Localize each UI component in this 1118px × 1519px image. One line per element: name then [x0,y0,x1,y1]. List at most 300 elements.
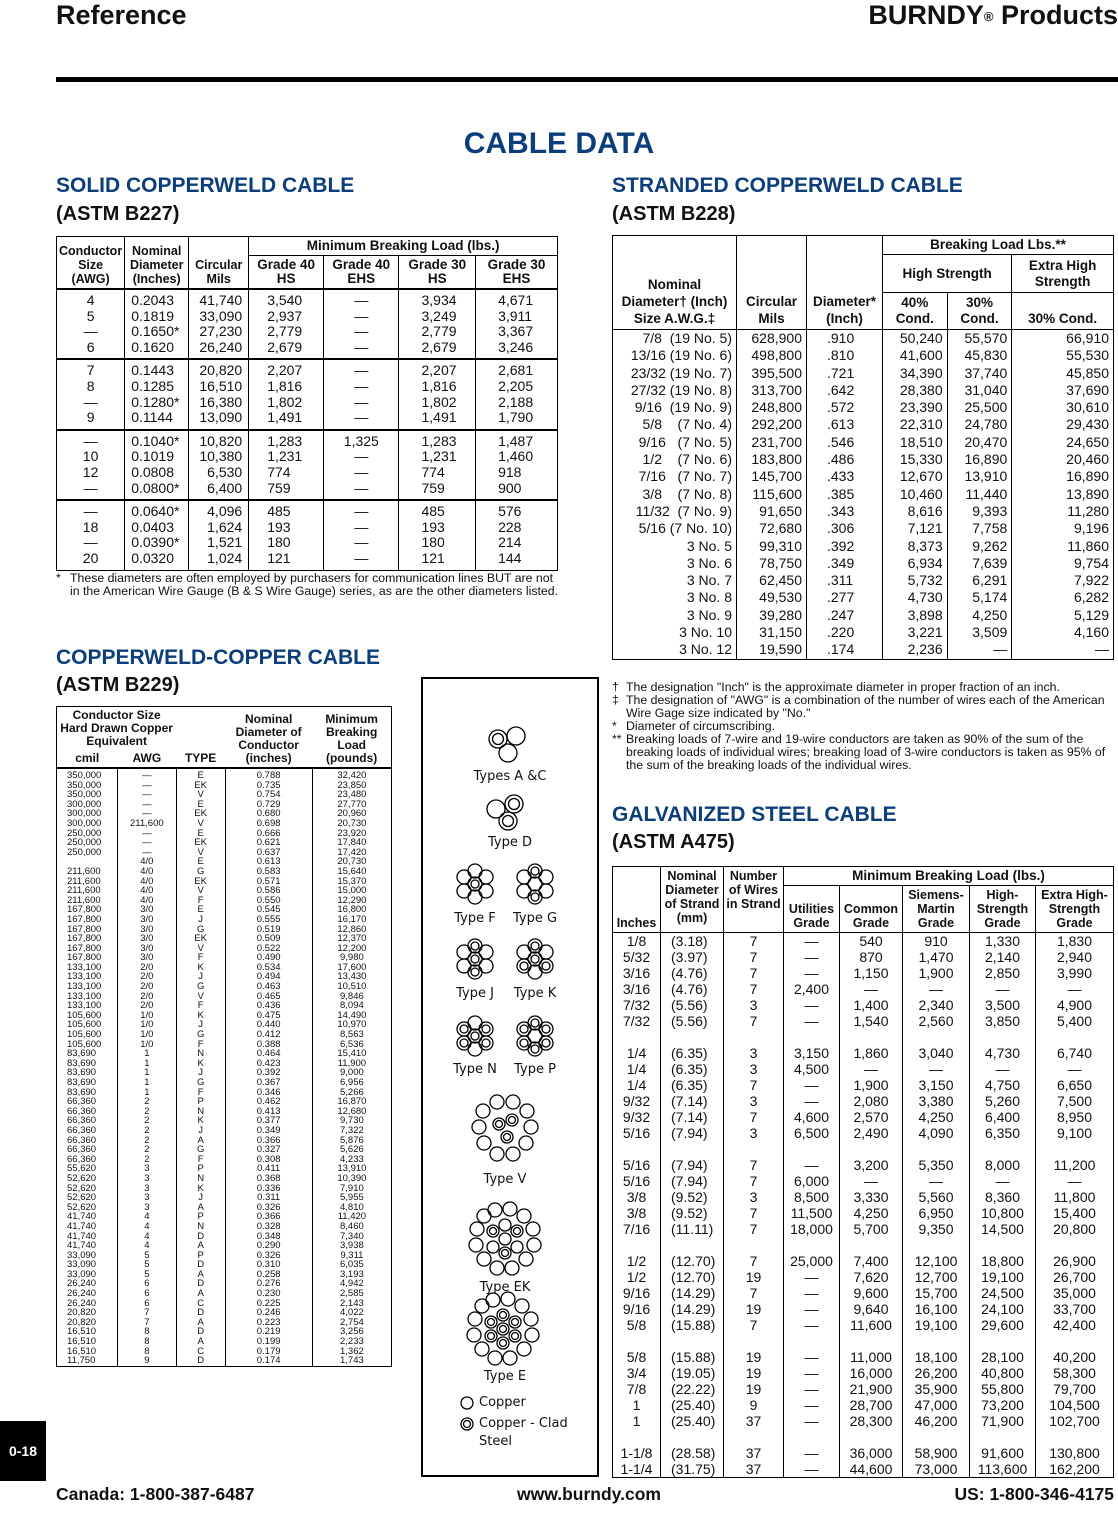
table-row [613,1429,1114,1461]
cell-load: 12,680 [312,1107,391,1117]
cell-load: 16,870 [312,1097,391,1107]
cell-awg: 3 [117,1174,176,1184]
cell-diameter: .810 [807,347,883,364]
col-min-breaking-load: Minimum Breaking Load (pounds) [325,712,378,765]
cell-awg: 7 [117,1308,176,1318]
cell-awg: 6 [117,1279,176,1289]
table-row [613,347,1114,364]
cell-load: 12,200 [312,944,391,954]
cell-g30hs: 2,679 [399,340,476,360]
cell-type: A [176,1318,225,1328]
table-row [613,1285,1114,1301]
cell-diameter: 0.509 [225,934,312,944]
cell-g40hs: 2,207 [249,359,324,379]
cell-ehs30: 7,922 [1012,572,1114,589]
col-nominal-diameter-size: Nominal Diameter† (Inch) Size A.W.G.‡ [621,277,728,326]
cell-cmil: 211,600 [67,865,101,877]
cell-cmil: 133,100 [67,971,102,983]
cell-diameter: 0.0320 [125,551,189,570]
cell-diameter: 0.0808 [125,465,189,481]
cell-g40ehs: — [324,289,399,309]
cell-awg: 8 [117,1327,176,1337]
cell-common: 1,150 [840,965,903,981]
cell-mm: (3.18) [661,933,724,950]
cell-inches: 7/16 [622,1221,651,1237]
cell-cmil: 52,620 [67,1172,97,1184]
cell-cmil: 66,360 [67,1105,97,1117]
cell-load: 12,290 [312,896,391,906]
cell-mils: 31,150 [737,624,807,641]
cell-load: 5,955 [312,1193,391,1203]
cell-size: 23/32 (19 No. 7) [630,364,732,381]
footer-website: www.burndy.com [517,1484,661,1504]
cell-high-strength: 18,800 [970,1237,1036,1269]
table-row [613,949,1114,965]
cell-load: 17,420 [312,848,391,858]
cell-utilities: 25,000 [784,1237,840,1269]
cell-load: 7,910 [312,1184,391,1194]
cell-siemens-martin: 3,040 [903,1029,970,1061]
col-circular-mils: Circular Mils [189,237,249,290]
cell-diameter: 0.440 [225,1020,312,1030]
stranded-section-title: STRANDED COPPERWELD CABLE [612,174,963,197]
cell-common: 21,900 [840,1381,903,1397]
cell-size: — [83,479,98,496]
cell-mils: 62,450 [737,572,807,589]
cell-load: 8,094 [312,1001,391,1011]
cell-g30hs: 1,802 [399,395,476,411]
cell-common: — [840,981,903,997]
cell-mils: 16,380 [189,395,249,411]
cell-extra-high-strength: 79,700 [1036,1381,1114,1397]
cell-mm: (11.11) [661,1221,724,1237]
stranded-footnotes [612,681,1117,772]
cell-diameter: 0.246 [225,1308,312,1318]
cell-siemens-martin: 18,100 [903,1333,970,1365]
cell-g30ehs: 918 [476,465,558,481]
cell-load: 9,311 [312,1251,391,1261]
header-brand [868,0,1118,30]
col-siemens-martin-grade: Siemens-Martin Grade [903,886,970,933]
cell-load: 13,910 [312,1164,391,1174]
cell-diameter: 0.411 [225,1164,312,1174]
table-row [57,500,558,520]
cell-cmil: 66,360 [67,1115,97,1127]
cell-wires: 7 [724,1077,784,1093]
cell-diameter: 0.555 [225,915,312,925]
cell-cmil: 350,000 [57,768,118,781]
cell-diameter: 0.328 [225,1222,312,1232]
cell-awg: 4/0 [117,886,176,896]
cell-awg: 1/0 [117,1011,176,1021]
cell-awg: 4 [117,1241,176,1251]
cell-siemens-martin: 910 [903,933,970,950]
cell-type: K [176,1184,225,1194]
cell-extra-high-strength: 26,900 [1036,1237,1114,1269]
cell-awg: — [117,829,176,839]
cell-hs30: 24,780 [947,416,1012,433]
cell-common: 28,300 [840,1413,903,1429]
cell-g40ehs: — [324,359,399,379]
cell-mils: 628,900 [737,330,807,348]
cell-load: 17,840 [312,838,391,848]
table-row [613,1461,1114,1478]
table-row [613,399,1114,416]
cell-utilities: — [784,949,840,965]
cell-utilities: — [784,1381,840,1397]
cell-cmil: 133,100 [67,990,102,1002]
label-type-f: Type F [454,911,496,926]
cell-siemens-martin: 26,200 [903,1365,970,1381]
cell-inches: 1/4 [626,1077,647,1093]
cell-mm: (12.70) [661,1269,724,1285]
cell-mils: 27,230 [189,324,249,340]
page-number-tab: 0-18 [0,1421,46,1481]
cell-siemens-martin: 46,200 [903,1413,970,1429]
cell-diameter: 0.545 [225,905,312,915]
cell-mm: (5.56) [661,997,724,1013]
cell-utilities: — [784,1013,840,1029]
cell-diameter: 0.735 [225,781,312,791]
footnote-mark: * [612,719,617,733]
cell-diameter: 0.1280* [125,395,189,411]
cell-awg: 1 [117,1049,176,1059]
cell-mils: 19,590 [737,641,807,659]
col-group-min-breaking-load: Minimum Breaking Load (lbs.) [784,867,1114,886]
table-row [613,451,1114,468]
table-row [613,981,1114,997]
cell-diameter: 0.519 [225,925,312,935]
cell-extra-high-strength: 2,940 [1036,949,1114,965]
col-grade40-hs: Grade 40 HS [249,256,324,290]
cell-type: V [176,992,225,1002]
cell-type: F [176,1155,225,1165]
cell-common: 9,600 [840,1285,903,1301]
cell-type: F [176,1040,225,1050]
cell-siemens-martin: 5,560 [903,1189,970,1205]
cell-mils: 16,510 [189,379,249,395]
cell-hs40: 5,732 [883,572,948,589]
cell-hs40: 15,330 [883,451,948,468]
cell-siemens-martin: 47,000 [903,1397,970,1413]
cell-size: 3 No. 7 [686,572,732,589]
cell-g40ehs: — [324,340,399,360]
cell-utilities: 18,000 [784,1221,840,1237]
cell-load: 4,810 [312,1203,391,1213]
cell-common: 11,600 [840,1317,903,1333]
footnote-mark: * [56,571,61,585]
cell-diameter: 0.367 [225,1078,312,1088]
cell-awg: — [117,838,176,848]
cell-awg: 1/0 [117,1020,176,1030]
cell-ehs30: 5,129 [1012,607,1114,624]
cell-high-strength: — [970,981,1036,997]
cell-high-strength: 3,500 [970,997,1036,1013]
cell-cmil: 83,690 [67,1057,97,1069]
cell-g30ehs: 214 [476,535,558,551]
cell-g30ehs: 228 [476,520,558,536]
cell-wires: 19 [724,1365,784,1381]
cell-cmil: 167,800 [67,933,102,945]
table-row [613,1109,1114,1125]
cell-cmil: 26,240 [67,1297,97,1309]
cell-cmil: 16,510 [67,1326,97,1338]
cc-section-title: COPPERWELD-COPPER CABLE [56,646,380,669]
cell-g40ehs: — [324,449,399,465]
cell-load: 3,193 [312,1270,391,1280]
cell-size: 20 [82,549,99,566]
cell-cmil: 41,740 [67,1211,97,1223]
cell-awg: 1/0 [117,1040,176,1050]
cell-hs40: 10,460 [883,486,948,503]
label-types-a-c: Types A &C [473,769,547,784]
cell-type: EK [176,838,225,848]
cell-awg: 3 [117,1203,176,1213]
cell-inches: 1 [632,1413,641,1429]
cell-g40hs: 1,283 [249,430,324,450]
cell-awg: 2/0 [117,1001,176,1011]
cell-awg: 8 [117,1347,176,1357]
cell-extra-high-strength: 6,740 [1036,1029,1114,1061]
cell-load: 12,860 [312,925,391,935]
table-row [613,520,1114,537]
cell-cmil: 133,100 [67,981,102,993]
cell-siemens-martin: — [903,1061,970,1077]
cell-extra-high-strength: — [1036,1061,1114,1077]
table-row [57,379,558,395]
cell-mils: 99,310 [737,538,807,555]
cell-mm: (14.29) [661,1285,724,1301]
cell-ehs30: 11,280 [1012,503,1114,520]
cell-diameter: 0.366 [225,1212,312,1222]
cell-siemens-martin: 12,100 [903,1237,970,1269]
cell-load: 20,730 [312,857,391,867]
strand-type-diagram [421,677,599,1477]
cell-siemens-martin: 5,350 [903,1141,970,1173]
cell-type: A [176,1337,225,1347]
cell-load: 16,800 [312,905,391,915]
cell-awg: 5 [117,1260,176,1270]
cell-cmil: 300,000 [67,808,102,820]
cell-size: 5/8 (7 No. 4) [642,416,732,433]
cell-hs40: 2,236 [883,641,948,659]
cell-awg: 2/0 [117,963,176,973]
cell-load: 2,585 [312,1289,391,1299]
cell-type: G [176,1030,225,1040]
cell-high-strength: 8,000 [970,1141,1036,1173]
cell-inches: 9/32 [622,1093,651,1109]
cell-g40ehs: — [324,309,399,325]
cell-utilities: — [784,1317,840,1333]
cell-awg: 1/0 [117,1030,176,1040]
cell-load: 23,850 [312,781,391,791]
cell-ehs30: 16,890 [1012,468,1114,485]
cell-awg: 1 [117,1068,176,1078]
strand-cross-sections-icon [423,679,597,1475]
cell-type: A [176,1136,225,1146]
cell-type: N [176,1049,225,1059]
cell-mm: (14.29) [661,1301,724,1317]
cell-size: 7 [57,359,125,379]
table-row [613,1013,1114,1029]
cell-cmil: 133,100 [67,961,102,973]
table-row [613,1221,1114,1237]
cell-cmil: 33,090 [67,1259,97,1271]
cell-extra-high-strength: 35,000 [1036,1285,1114,1301]
cell-mils: 183,800 [737,451,807,468]
cell-g30hs: 193 [399,520,476,536]
cell-high-strength: 55,800 [970,1381,1036,1397]
cell-diameter: .910 [807,330,883,348]
cell-common: 3,200 [840,1141,903,1173]
cell-mils: 6,530 [189,465,249,481]
cell-load: 3,938 [312,1241,391,1251]
cc-section-subtitle: (ASTM B229) [56,674,180,696]
cell-g30ehs: 2,681 [476,359,558,379]
cell-awg: 4/0 [117,896,176,906]
cell-hs30: 4,250 [947,607,1012,624]
cell-wires: 37 [724,1461,784,1478]
cell-siemens-martin: 16,100 [903,1301,970,1317]
col-cmil: cmil [75,751,100,765]
cell-mils: 248,800 [737,399,807,416]
cell-load: 10,510 [312,982,391,992]
cell-extra-high-strength: 6,650 [1036,1077,1114,1093]
cell-size: — [83,323,98,340]
cell-hs40: 3,221 [883,624,948,641]
col-grade40-ehs: Grade 40 EHS [324,256,399,290]
cell-high-strength: 40,800 [970,1365,1036,1381]
cell-diameter: .392 [807,538,883,555]
cell-wires: 3 [724,997,784,1013]
cell-cmil: 250,000 [67,827,102,839]
cell-awg: — [117,800,176,810]
cell-cmil: 167,800 [67,923,102,935]
cell-awg: — [117,809,176,819]
cell-mils: 1,624 [189,520,249,536]
cell-cmil: 52,620 [67,1182,97,1194]
galvanized-steel-table [612,866,1114,1478]
col-hs-40-cond: 40% Cond. [883,293,948,330]
cell-diameter: 0.613 [225,857,312,867]
table-row [613,1125,1114,1141]
cell-cmil: 26,240 [67,1288,97,1300]
cell-high-strength: 28,100 [970,1333,1036,1365]
brand-name: BURNDY [868,0,984,30]
col-circular-mils: Circular Mils [737,236,807,330]
cell-common: 3,330 [840,1189,903,1205]
label-type-j: Type J [456,986,494,1001]
cell-size: — [83,393,98,410]
cell-inches: 3/8 [626,1205,647,1221]
cell-mm: (9.52) [661,1205,724,1221]
cell-diameter: 0.465 [225,992,312,1002]
cell-hs40: 8,616 [883,503,948,520]
cell-inches: 1/2 [626,1269,647,1285]
footnote [612,694,1117,720]
cell-g30ehs: 1,487 [476,430,558,450]
cell-load: 4,022 [312,1308,391,1318]
cell-diameter: 0.336 [225,1184,312,1194]
cell-type: P [176,1164,225,1174]
cell-utilities: 11,500 [784,1205,840,1221]
copperweld-copper-table [56,706,392,1367]
cell-awg: 2 [117,1107,176,1117]
cell-high-strength: 5,260 [970,1093,1036,1109]
col-group-min-breaking-load: Minimum Breaking Load (lbs.) [249,237,558,256]
cell-type: J [176,1068,225,1078]
cell-size: — [57,430,125,450]
cell-awg: 3 [117,1184,176,1194]
cell-awg: 4 [117,1212,176,1222]
cell-size: 9/16 (19 No. 9) [634,399,732,416]
cell-hs40: 7,121 [883,520,948,537]
cell-diameter: 0.436 [225,1001,312,1011]
col-type: TYPE [184,751,217,765]
cell-inches: 5/32 [622,949,651,965]
table-row [613,1173,1114,1189]
cell-type: P [176,1097,225,1107]
cell-extra-high-strength: 8,950 [1036,1109,1114,1125]
cell-load: 1,362 [312,1347,391,1357]
cell-load: 11,420 [312,1212,391,1222]
cell-high-strength: 19,100 [970,1269,1036,1285]
cell-hs40: 4,730 [883,589,948,606]
footnote-text: These diameters are often employed by purchasers for communication lines BUT are not in the American Wire Gauge (B & S Wire Gauge) series, as are the other diameters listed. [70,571,558,598]
table-row [613,538,1114,555]
cell-extra-high-strength: 58,300 [1036,1365,1114,1381]
cell-load: 9,000 [312,1068,391,1078]
footnote-mark: ‡ [612,693,619,707]
cell-hs40: 12,670 [883,468,948,485]
cell-load: 23,480 [312,790,391,800]
cell-high-strength: 29,600 [970,1317,1036,1333]
cell-type: D [176,1308,225,1318]
cell-utilities: 3,150 [784,1029,840,1061]
cell-siemens-martin: 6,950 [903,1205,970,1221]
col-grade30-hs: Grade 30 HS [399,256,476,290]
cell-diameter: .546 [807,434,883,451]
cell-diameter: 0.308 [225,1155,312,1165]
cell-diameter: 0.475 [225,1011,312,1021]
cell-hs30: 9,262 [947,538,1012,555]
cell-hs30: 45,830 [947,347,1012,364]
cell-high-strength: — [970,1061,1036,1077]
cell-cmil: 350,000 [67,789,102,801]
cell-cmil: 26,240 [67,1278,97,1290]
table-row [613,503,1114,520]
cell-g40ehs: — [324,395,399,411]
cell-load: 20,960 [312,809,391,819]
table-row [57,449,558,465]
table-row [613,330,1114,348]
table-row [57,395,558,411]
cell-diameter: 0.550 [225,896,312,906]
cell-awg: 7 [117,1318,176,1328]
cell-diameter: 0.788 [225,768,312,781]
table-row [613,1237,1114,1269]
footer-us-phone: US: 1-800-346-4175 [954,1484,1114,1504]
label-type-d: Type D [487,835,532,850]
cell-size: 5 [86,307,95,324]
cell-mils: 20,820 [189,359,249,379]
cell-awg: 8 [117,1337,176,1347]
cell-size: 3 No. 12 [679,641,732,658]
cell-type: V [176,848,225,858]
cell-wires: 7 [724,981,784,997]
cell-awg: 6 [117,1289,176,1299]
cell-awg: 2 [117,1126,176,1136]
